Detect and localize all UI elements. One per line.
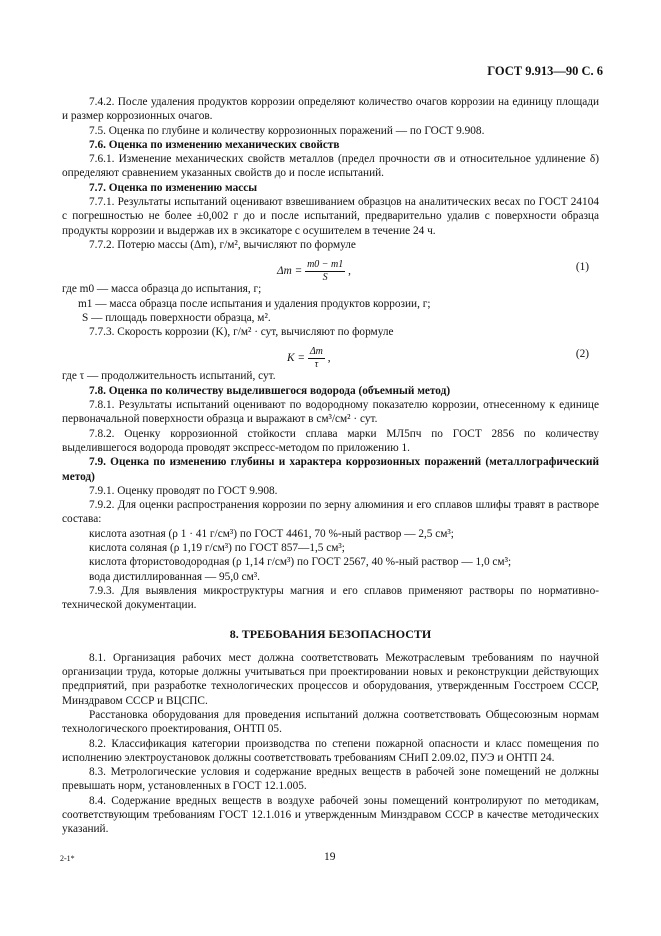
heading-7-9: 7.9. Оценка по изменению глубины и характера коррозионных поражений (металлографический метод) [62, 456, 599, 483]
heading-7-7: 7.7. Оценка по изменению массы [89, 181, 258, 194]
solution-item-1: кислота азотная (ρ 1 · 41 г/см³) по ГОСТ 4461, 70 %-ный раствор — 2,5 см³; [89, 527, 454, 540]
formula-1-denominator: S [322, 272, 328, 284]
formula-2-tail: , [327, 352, 331, 365]
paragraph-8-3: 8.3. Метрологические условия и содержание вредных веществ в рабочей зоне помещений не должны превышать норм, установленных в ГОСТ 12.1.005. [62, 766, 599, 793]
formula-2-label: (2) [575, 348, 589, 361]
formula-2-fraction [308, 346, 325, 371]
paragraph-8-2: 8.2. Классификация категории производства по степени пожарной опасности и класс помещения по исполнению электроустановок должны соответствовать требованиям СНиП 2.09.02, ПУЭ и ОНТП 24. [62, 737, 599, 764]
paragraph-7-8-2: 7.8.2. Оценку коррозионной стойкости сплава марки МЛ5пч по ГОСТ 2856 по количеству выделившегося водорода проводят экспресс-методом по приложению 1. [62, 427, 599, 454]
formula-1-fraction [305, 259, 345, 284]
solution-item-4: вода дистиллированная — 95,0 см³. [89, 570, 260, 583]
formula-2-lhs: K = [287, 352, 305, 365]
paragraph-7-7-2: 7.7.2. Потерю массы (Δm), г/м², вычисляют по формуле [89, 238, 356, 251]
paragraph-7-7-3: 7.7.3. Скорость коррозии (K), г/м² · сут, вычисляют по формуле [89, 326, 394, 339]
formula-1-lhs: Δm = [277, 265, 303, 278]
solution-item-2: кислота соляная (ρ 1,19 г/см³) по ГОСТ 857—1,5 см³; [89, 542, 345, 555]
paragraph-7-7-1: 7.7.1. Результаты испытаний оценивают взвешиванием образцов на аналитических весах по ГОСТ 24104 с погрешностью не более ±0,002 г до и после испытаний, предварительно удалив с поверхности образца продукты коррозии и выдержав их в эксикаторе с осушителем в течение 24 ч. [62, 196, 599, 237]
formula-2-denominator: τ [314, 359, 319, 371]
paragraph-8-4: 8.4. Содержание вредных веществ в воздухе рабочей зоны помещений контролируют по методикам, соответствующим требованиям ГОСТ 12.1.016 и утвержденным Минздравом СССР в качестве методических указаний. [62, 794, 599, 836]
footer-signature-mark: 2-1* [60, 854, 75, 863]
page-number: 19 [324, 851, 336, 863]
paragraph-7-8-1: 7.8.1. Результаты испытаний оценивают по водородному показателю коррозии, отнесенному к единице первоначальной поверхности образца и выражают в см³/см² · сут. [62, 399, 599, 426]
section-8-heading: 8. ТРЕБОВАНИЯ БЕЗОПАСНОСТИ [229, 626, 432, 641]
paragraph-7-5: 7.5. Оценка по глубине и количеству коррозионных поражений — по ГОСТ 9.908. [89, 124, 485, 137]
paragraph-8-1b: Расстановка оборудования для проведения испытаний должна соответствовать Общесоюзным нормам технологического проектирования, ОНТП 05. [62, 708, 599, 736]
solution-item-3: кислота фтористоводородная (ρ 1,14 г/см³) по ГОСТ 2567, 40 %-ный раствор — 1,0 см³; [89, 556, 512, 569]
paragraph-7-4-2: 7.4.2. После удаления продуктов коррозии определяют количество очагов коррозии на единицу площади и размер коррозионных очагов. [62, 96, 599, 123]
where-m1: m1 — масса образца после испытания и удаления продуктов коррозии, г; [78, 297, 431, 310]
where-m0: где m0 — масса образца до испытания, г; [62, 283, 262, 296]
document-body [62, 95, 599, 837]
paragraph-7-6-1: 7.6.1. Изменение механических свойств металлов (предел прочности σв и относительное удлинение δ) определяют сравнением указанных свойств до и после испытаний. [62, 153, 599, 180]
page-header: ГОСТ 9.913—90 С. 6 [487, 64, 603, 78]
formula-1-numerator: m0 − m1 [307, 259, 344, 271]
heading-7-6: 7.6. Оценка по изменению механических свойств [89, 138, 340, 151]
formula-1 [62, 252, 599, 282]
paragraph-7-9-2: 7.9.2. Для оценки распространения коррозии по зерну алюминия и его сплавов шлифы травят в растворе состава: [62, 499, 599, 526]
where-s: S — площадь поверхности образца, м². [82, 311, 271, 324]
where-tau: где τ — продолжительность испытаний, сут. [62, 370, 276, 383]
formula-2-numerator: Δm [309, 346, 323, 358]
formula-1-label: (1) [575, 261, 589, 274]
formula-1-tail: , [348, 265, 351, 278]
paragraph-8-1: 8.1. Организация рабочих мест должна соответствовать Межотраслевым требованиям по научной организации труда, которые должны учитываться при проектировании новых и реконструкции действующих предприятий, при разработке технологических процессов и оборудования, утвержденным Госстроем СССР, Минздравом СССР и ВЦСПС. [62, 651, 599, 707]
paragraph-7-9-1: 7.9.1. Оценку проводят по ГОСТ 9.908. [89, 484, 278, 497]
formula-2 [62, 339, 599, 369]
paragraph-7-9-3: 7.9.3. Для выявления микроструктуры магния и его сплавов применяют растворы по нормативно-технической документации. [62, 584, 599, 612]
heading-7-8: 7.8. Оценка по количеству выделившегося водорода (объемный метод) [89, 384, 451, 397]
